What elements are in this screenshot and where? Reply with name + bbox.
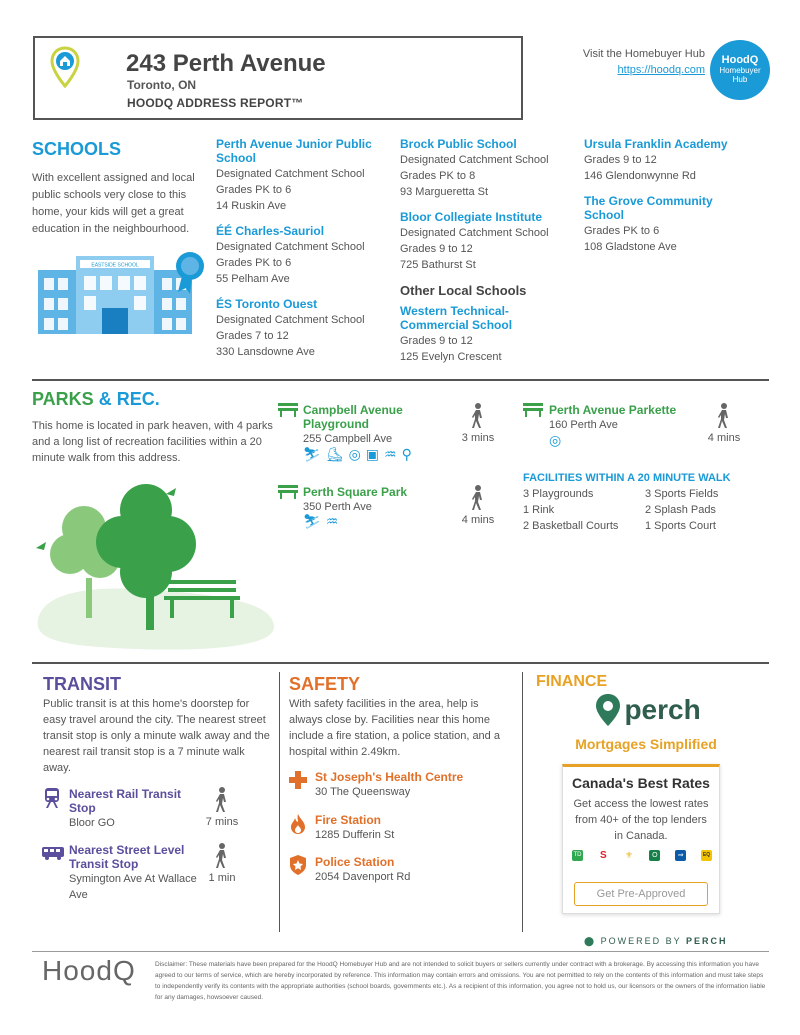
hoodq-hub-badge[interactable] bbox=[710, 40, 770, 100]
perch-wordmark: perch bbox=[624, 694, 701, 725]
park-trees-icon bbox=[34, 480, 279, 652]
parks-description: This home is located in park heaven, with 4 parks and a long list of recreation facilities within a 20 minute walk from this address. bbox=[32, 420, 273, 464]
school-address: 330 Lansdowne Ave bbox=[216, 346, 315, 358]
walk-time bbox=[200, 843, 244, 884]
finance-heading: FINANCE bbox=[536, 673, 608, 690]
lender-logos bbox=[572, 850, 712, 861]
school-grades: Grades 9 to 12 bbox=[400, 243, 473, 255]
walk-time-text: 4 mins bbox=[461, 514, 495, 526]
walk-time bbox=[200, 787, 244, 828]
walking-person-icon bbox=[214, 843, 230, 869]
facility-item: 2 Basketball Courts bbox=[523, 520, 619, 532]
pin-icon: ⬤ bbox=[584, 936, 597, 946]
park-name[interactable]: Perth Avenue Parkette bbox=[549, 403, 677, 417]
school-item bbox=[400, 210, 570, 273]
bench-icon bbox=[523, 403, 543, 417]
desjardins-logo-icon: ⚜ bbox=[625, 850, 634, 860]
school-grades: Grades PK to 6 bbox=[584, 225, 660, 237]
walk-time-text: 7 mins bbox=[205, 816, 239, 828]
rates-card-text: Get access the lowest rates from 40+ of the top lenders in Canada. bbox=[573, 798, 709, 842]
school-address: 55 Pelham Ave bbox=[216, 273, 290, 285]
street-transit bbox=[69, 843, 204, 903]
park-name[interactable]: Perth Square Park bbox=[303, 485, 408, 499]
school-item bbox=[584, 194, 764, 255]
schools-col-3 bbox=[584, 137, 764, 255]
hub-text: Visit the Homebuyer Hub bbox=[582, 48, 705, 60]
facility-item: 1 Rink bbox=[523, 504, 555, 516]
school-item bbox=[216, 297, 386, 360]
facility-item: 2 Splash Pads bbox=[645, 504, 716, 516]
school-grades: Grades PK to 8 bbox=[400, 170, 476, 182]
schools-heading: SCHOOLS bbox=[32, 139, 122, 159]
school-item bbox=[216, 137, 386, 214]
school-name[interactable]: The Grove Community School bbox=[584, 194, 713, 222]
rail-transit-label: Nearest Rail Transit Stop bbox=[69, 787, 182, 815]
safety-heading: SAFETY bbox=[289, 674, 361, 694]
schools-description: With excellent assigned and local public schools very close to this home, your kids will get a great education in the neighbourhood. bbox=[32, 172, 195, 235]
rates-card-title: Canada's Best Rates bbox=[572, 775, 710, 791]
park-address: 350 Perth Ave bbox=[303, 501, 372, 513]
cross-icon bbox=[289, 771, 307, 789]
walk-time bbox=[702, 403, 746, 444]
park-address: 160 Perth Ave bbox=[549, 419, 618, 431]
school-item bbox=[400, 304, 570, 365]
school-address: 146 Glendonwynne Rd bbox=[584, 170, 696, 182]
school-grades: Grades 9 to 12 bbox=[584, 154, 657, 166]
park-item bbox=[549, 403, 699, 433]
facility-item: 3 Sports Fields bbox=[645, 488, 719, 500]
safety-name[interactable]: Police Station bbox=[315, 855, 395, 869]
school-type: Designated Catchment School bbox=[216, 241, 365, 253]
hub-link[interactable]: https://hoodq.com bbox=[617, 64, 705, 76]
park-item bbox=[303, 403, 453, 447]
schools-col-1 bbox=[216, 137, 386, 360]
disclaimer: Disclaimer: These materials have been prepared for the HoodQ Homebuyer Hub and are not intended to solicit buyers or sellers currently under contract with a brokerage. By accessing this information you have agreed to our terms of service, which are hereby incorporated by reference. This information may contain errors and omissions. You are not permitted to rely on the contents of this information and must take steps to independently verify its contents with the appropriate authorities (school boards, governments etc.). As a recipient of this information, you agree not to hold us, our licensors or the owners of the information liable for any damages, howsoever caused. bbox=[155, 961, 766, 1001]
parks-heading bbox=[32, 389, 160, 410]
hub-info bbox=[560, 46, 705, 78]
bench-icon bbox=[278, 485, 298, 499]
facility-item: 1 Sports Court bbox=[645, 520, 716, 532]
bmo-logo-icon: ⇒ bbox=[675, 850, 686, 861]
eq-bank-logo-icon: EQ bbox=[701, 850, 712, 861]
walking-person-icon bbox=[214, 787, 230, 813]
school-grades: Grades 7 to 12 bbox=[216, 330, 289, 342]
school-address: 725 Bathurst St bbox=[400, 259, 476, 271]
perch-pin-icon bbox=[596, 694, 620, 726]
rail-transit bbox=[69, 787, 194, 831]
school-address: 108 Gladstone Ave bbox=[584, 241, 677, 253]
school-item bbox=[584, 137, 764, 184]
bench-icon bbox=[278, 403, 298, 417]
lender-logo-icon: O bbox=[649, 850, 660, 861]
school-grades: Grades PK to 6 bbox=[216, 257, 292, 269]
address-title: 243 Perth Avenue bbox=[126, 50, 326, 77]
street-transit-label: Nearest Street Level Transit Stop bbox=[69, 843, 185, 871]
facility-item: 3 Playgrounds bbox=[523, 488, 594, 500]
walk-time bbox=[456, 403, 500, 444]
badge-line-3: Hub bbox=[732, 75, 748, 84]
safety-item bbox=[315, 855, 515, 885]
park-address: 255 Campbell Ave bbox=[303, 433, 393, 445]
splash-icon: ♒ bbox=[325, 513, 344, 529]
powered-by bbox=[584, 936, 727, 947]
walking-person-icon bbox=[470, 403, 486, 429]
facilities-left bbox=[523, 486, 643, 534]
walking-person-icon bbox=[470, 485, 486, 511]
divider-safety-finance bbox=[522, 672, 523, 932]
facilities-right bbox=[645, 486, 765, 534]
transit-description: Public transit is at this home's doorstep for easy travel around the city. The nearest street transit stop is only a minute walk away and the nearest rail transit stop is a 7 minute walk away. bbox=[43, 698, 270, 774]
safety-address: 2054 Davenport Rd bbox=[315, 871, 411, 883]
splash-icon: ♒ bbox=[384, 446, 402, 462]
safety-name[interactable]: Fire Station bbox=[315, 813, 382, 827]
school-address: 93 Margueretta St bbox=[400, 186, 489, 198]
school-building-icon bbox=[36, 246, 206, 338]
report-title: HOODQ ADDRESS REPORT™ bbox=[127, 96, 304, 110]
other-schools-heading: Other Local Schools bbox=[400, 283, 527, 298]
school-name[interactable]: Perth Avenue Junior Public School bbox=[216, 137, 372, 165]
school-type: Designated Catchment School bbox=[400, 227, 549, 239]
safety-name[interactable]: St Joseph's Health Centre bbox=[315, 770, 464, 784]
street-transit-stop[interactable]: Symington Ave At Wallace Ave bbox=[69, 873, 197, 901]
badge-line-2: Homebuyer bbox=[719, 66, 761, 75]
safety-address: 30 The Queensway bbox=[315, 786, 411, 798]
school-name[interactable]: Bloor Collegiate Institute bbox=[400, 210, 543, 224]
safety-item bbox=[315, 770, 515, 800]
basketball-icon: ◎ bbox=[348, 446, 366, 462]
house-pin-icon bbox=[50, 46, 80, 88]
transit-heading: TRANSIT bbox=[43, 674, 121, 694]
badge-icon bbox=[290, 855, 306, 875]
flame-icon bbox=[291, 814, 305, 834]
get-pre-approved-button[interactable]: Get Pre-Approved bbox=[574, 882, 708, 906]
walk-time bbox=[456, 485, 500, 526]
divider-transit-safety bbox=[279, 672, 280, 932]
park-item bbox=[303, 485, 453, 515]
school-name[interactable]: Western Technical-Commercial School bbox=[400, 304, 513, 332]
facilities-heading: FACILITIES WITHIN A 20 MINUTE WALK bbox=[523, 472, 731, 484]
school-name[interactable]: Brock Public School bbox=[400, 137, 517, 151]
divider-parks bbox=[32, 662, 769, 664]
td-logo-icon: TD bbox=[572, 850, 583, 861]
school-grades: Grades PK to 6 bbox=[216, 184, 292, 196]
school-item bbox=[216, 224, 386, 287]
school-name[interactable]: Ursula Franklin Academy bbox=[584, 137, 728, 151]
safety-description: With safety facilities in the area, help is always close by. Facilities near this home include a fire station, a police station, and a hospital within 2.49km. bbox=[289, 698, 500, 758]
basketball-icon: ◎ bbox=[549, 432, 562, 448]
divider-footer bbox=[32, 951, 769, 952]
safety-address: 1285 Dufferin St bbox=[315, 829, 395, 841]
school-address: 125 Evelyn Crescent bbox=[400, 351, 502, 363]
walk-time-text: 1 min bbox=[208, 872, 236, 884]
park-name[interactable]: Campbell Avenue Playground bbox=[303, 403, 403, 431]
school-type: Designated Catchment School bbox=[216, 314, 365, 326]
park-amenity-icons bbox=[303, 446, 443, 470]
slide-icon: ⛷ bbox=[303, 446, 326, 462]
school-address: 14 Ruskin Ave bbox=[216, 200, 287, 212]
perch-logo[interactable] bbox=[596, 694, 701, 730]
school-name[interactable]: ÉS Toronto Ouest bbox=[216, 297, 318, 311]
park-amenity-icons bbox=[303, 513, 363, 533]
powered-by-brand: PERCH bbox=[685, 936, 728, 946]
schools-col-2 bbox=[400, 137, 570, 365]
divider-schools bbox=[32, 379, 769, 381]
walk-time-text: 3 mins bbox=[461, 432, 495, 444]
slide-icon: ⛷ bbox=[303, 513, 326, 529]
school-sign-text: EASTSIDE SCHOOL bbox=[91, 262, 139, 269]
walk-time-text: 4 mins bbox=[707, 432, 741, 444]
parks-heading-a: PARKS bbox=[32, 389, 94, 409]
rail-transit-stop[interactable]: Bloor GO bbox=[69, 817, 115, 829]
address-city: Toronto, ON bbox=[127, 78, 197, 92]
powered-by-text: POWERED BY bbox=[600, 936, 682, 946]
badge-line-1: HoodQ bbox=[721, 54, 759, 66]
parks-heading-b: & REC. bbox=[98, 389, 160, 409]
school-grades: Grades 9 to 12 bbox=[400, 335, 473, 347]
skate-icon: ⛸ bbox=[325, 446, 349, 462]
safety-item bbox=[315, 813, 515, 843]
tennis-icon: ⚲ bbox=[401, 446, 417, 462]
hoodq-footer-logo[interactable]: HoodQ bbox=[42, 955, 136, 986]
bus-icon bbox=[42, 846, 64, 860]
school-name[interactable]: ÉÉ Charles-Sauriol bbox=[216, 224, 325, 238]
school-type: Designated Catchment School bbox=[400, 154, 549, 166]
field-icon: ▣ bbox=[365, 446, 385, 462]
school-item bbox=[400, 137, 570, 200]
finance-tagline: Mortgages Simplified bbox=[575, 736, 717, 752]
scotiabank-logo-icon: S bbox=[599, 850, 607, 861]
walking-person-icon bbox=[716, 403, 732, 429]
school-type: Designated Catchment School bbox=[216, 168, 365, 180]
train-icon bbox=[43, 788, 61, 808]
